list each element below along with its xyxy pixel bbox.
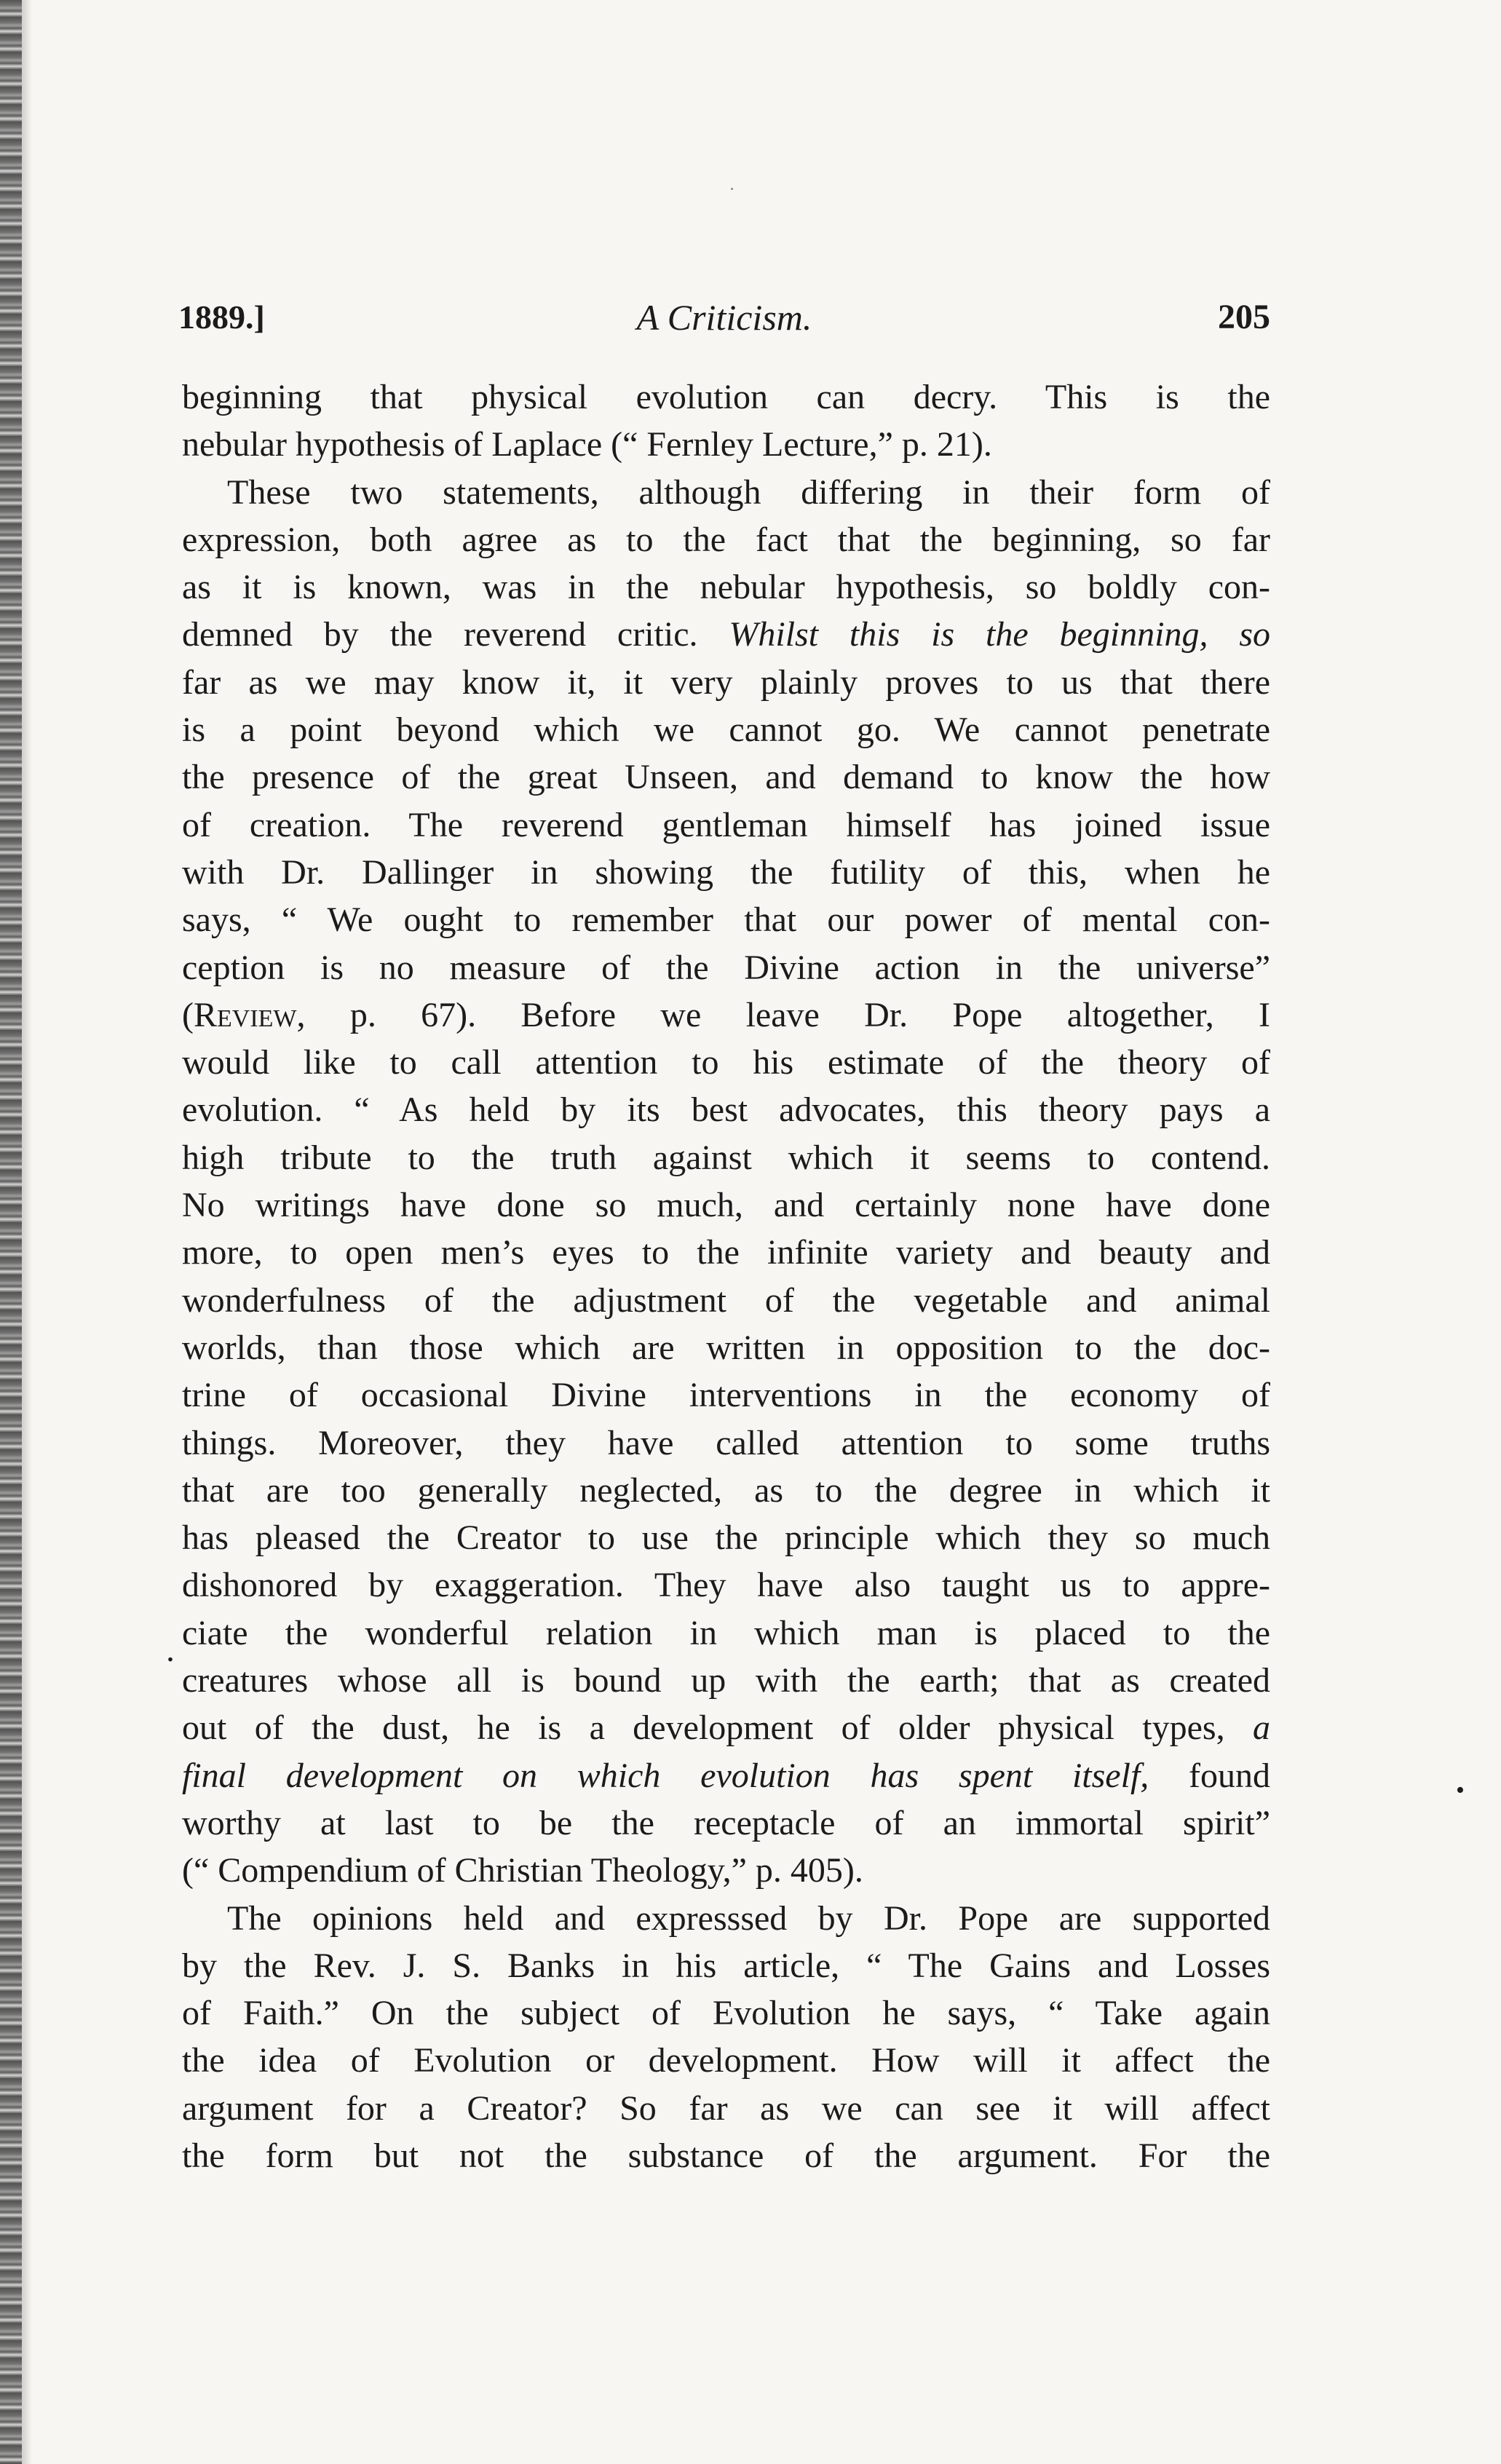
text-segment: found [1189, 1756, 1270, 1795]
text-line: by the Rev. J. S. Banks in his article, “ The Gains and Losses [182, 1946, 1270, 1985]
text-line: with Dr. Dallinger in showing the futility of this, when he [182, 852, 1270, 892]
text-line: (“ Compendium of Christian Theology,” p. 405). [182, 1851, 863, 1890]
body-text [182, 373, 1270, 2179]
text-line: has pleased the Creator to use the principle which they so much [182, 1518, 1270, 1558]
text-line: beginning that physical evolution can decry. This is the [182, 378, 1270, 416]
text-segment: out of the dust, he is a development of older physical types, [182, 1708, 1225, 1748]
text-line: things. Moreover, they have called attention to some truths [182, 1423, 1270, 1462]
italic-segment: Whilst this is the beginning, so [729, 615, 1271, 654]
text-line: says, “ We ought to remember that our power of mental con- [182, 900, 1270, 940]
text-line [182, 1752, 1270, 1799]
text-line: the presence of the great Unseen, and demand to know the how [182, 758, 1270, 797]
print-speck [731, 188, 733, 190]
text-segment: ( [182, 995, 194, 1034]
running-header [178, 294, 1270, 341]
text-line: the form but not the substance of the argument. For the [182, 2136, 1270, 2175]
italic-segment: final development on which evolution has spent itself, [182, 1756, 1149, 1795]
text-line: worthy at last to be the receptacle of an immortal spirit” [182, 1803, 1270, 1842]
text-line: would like to call attention to his estimate of the theory of [182, 1043, 1270, 1082]
text-segment: demned by the reverend critic. [182, 615, 698, 654]
text-line: expression, both agree as to the fact that the beginning, so far [182, 520, 1270, 559]
text-line: worlds, than those which are written in opposition to the doc- [182, 1328, 1270, 1367]
text-line: wonderfulness of the adjustment of the vegetable and animal [182, 1280, 1270, 1320]
text-line: of Faith.” On the subject of Evolution he says, “ Take again [182, 1994, 1270, 2033]
text-line: dishonored by exaggeration. They have also taught us to appre- [182, 1566, 1270, 1605]
text-line: that are too generally neglected, as to the degree in which it [182, 1470, 1270, 1510]
text-line: is a point beyond which we cannot go. We cannot penetrate [182, 710, 1270, 750]
review-smallcaps: Review [193, 995, 297, 1034]
text-line: ciate the wonderful relation in which man is placed to the [182, 1613, 1270, 1652]
text-line: argument for a Creator? So far as we can see it will affect [182, 2088, 1270, 2128]
text-line: more, to open men’s eyes to the infinite variety and beauty and [182, 1233, 1270, 1272]
page-binding-edge [0, 0, 22, 2464]
header-title: A Criticism. [636, 297, 812, 338]
paragraph-start-line: These two statements, although differing in their form of [227, 472, 1270, 512]
margin-mark: • [1456, 1777, 1465, 1804]
text-line: far as we may know it, it very plainly proves to us that there [182, 662, 1270, 702]
header-page-number: 205 [1218, 298, 1270, 336]
text-line: trine of occasional Divine interventions in the economy of [182, 1376, 1270, 1415]
italic-segment: a [1253, 1708, 1271, 1748]
text-segment: , p. 67). Before we leave Dr. Pope altogether, I [296, 995, 1270, 1034]
text-line: creatures whose all is bound up with the earth; that as created [182, 1661, 1270, 1700]
margin-dot: . [166, 1631, 175, 1669]
text-line: evolution. “ As held by its best advocates, this theory pays a [182, 1090, 1270, 1130]
text-line: high tribute to the truth against which it seems to contend. [182, 1138, 1270, 1177]
text-line: as it is known, was in the nebular hypothesis, so boldly con- [182, 568, 1270, 607]
text-line: No writings have done so much, and certainly none have done [182, 1186, 1270, 1225]
text-line: of creation. The reverend gentleman himself has joined issue [182, 805, 1270, 844]
text-line: nebular hypothesis of Laplace (“ Fernley Lecture,” p. 21). [182, 425, 992, 464]
text-line [182, 991, 1270, 1039]
paragraph-start-line: The opinions held and expresssed by Dr. Pope are supported [227, 1898, 1270, 1938]
text-line: the idea of Evolution or development. How will it affect the [182, 2041, 1270, 2080]
text-line [182, 611, 1270, 658]
text-line [182, 1704, 1270, 1751]
text-line: ception is no measure of the Divine action in the universe” [182, 948, 1270, 987]
header-year: 1889.] [178, 298, 265, 336]
